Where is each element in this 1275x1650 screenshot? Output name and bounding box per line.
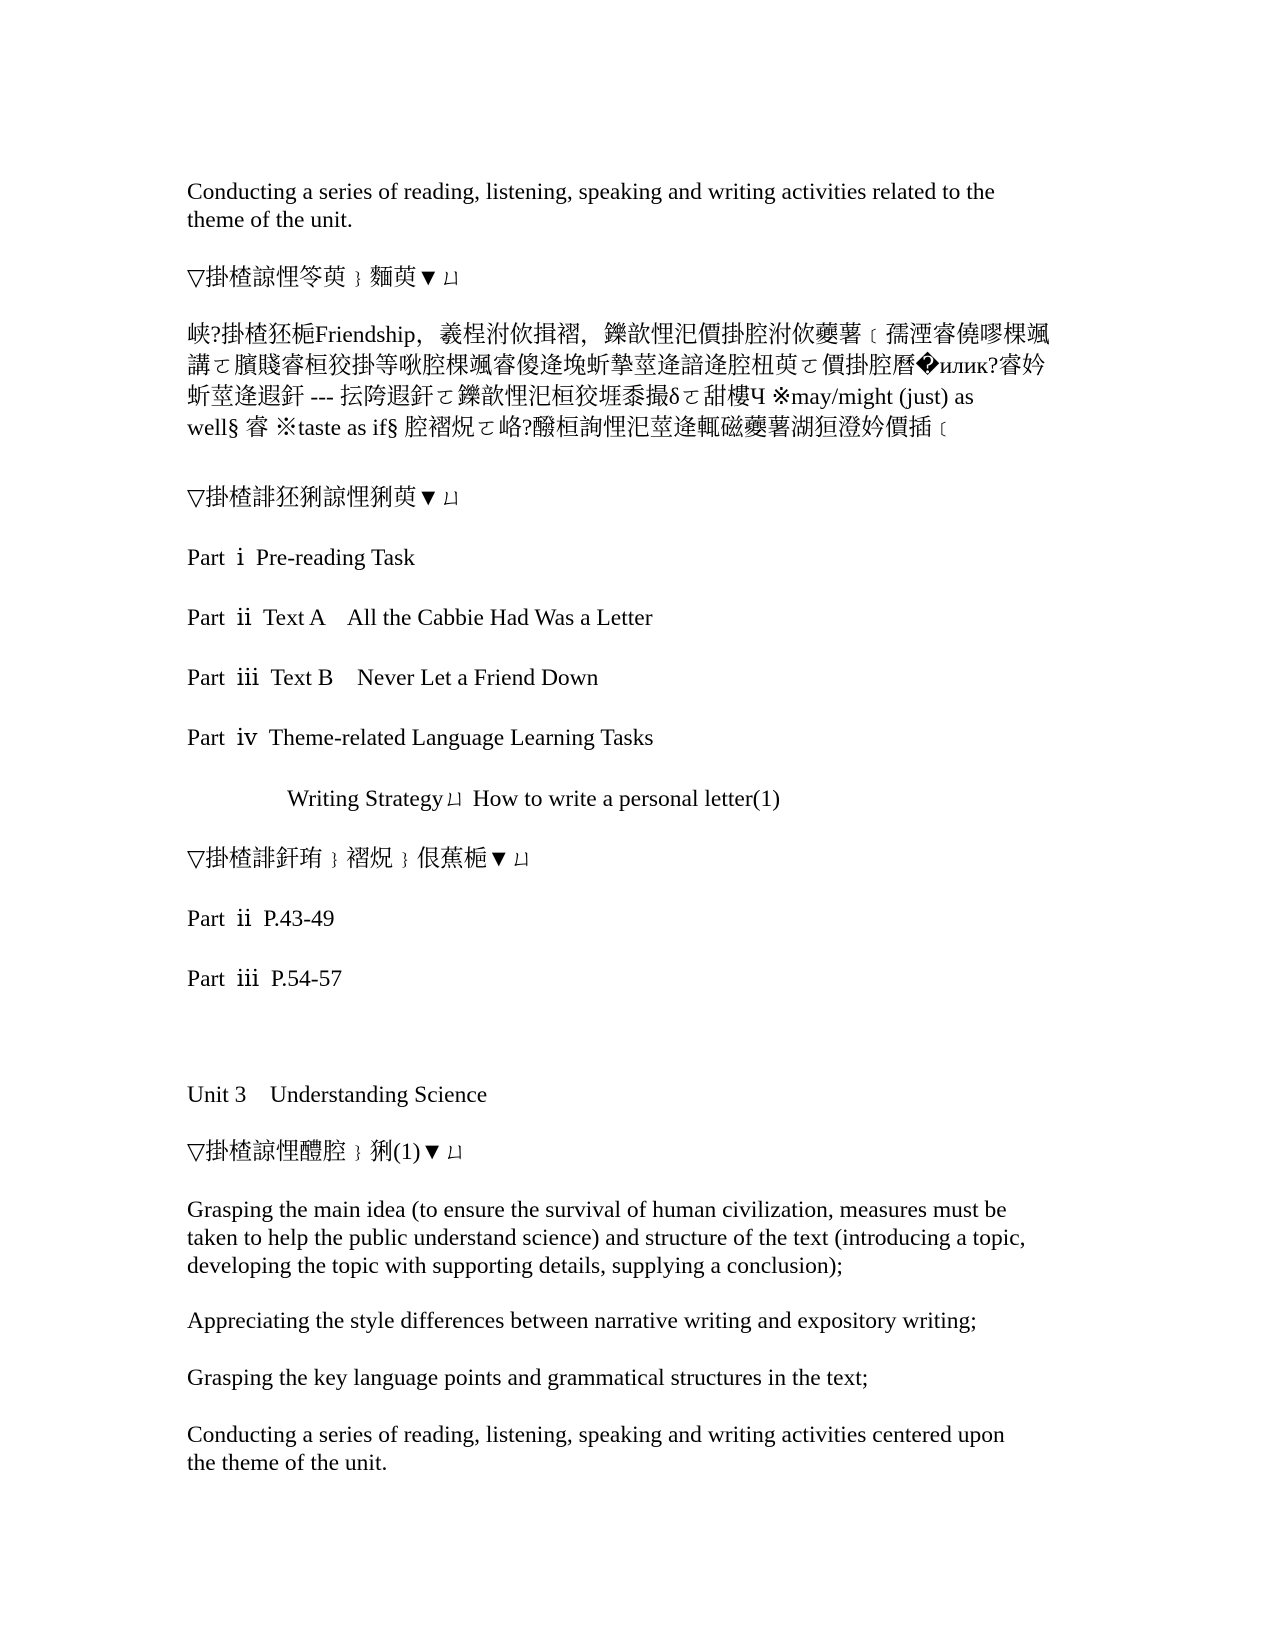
unit-title: Unit 3 Understanding Science	[187, 1082, 488, 1108]
paragraph-activities-centered: Conducting a series of reading, listening, speaking and writing activities centered upon the theme of the unit.	[187, 1422, 1005, 1476]
paragraph-main-idea: Grasping the main idea (to ensure the survival of human civilization, measures must be taken to help the public understand science) and structure of the text (introducing a topic, developing the topic with supporting details, supplying a conclusion);	[187, 1197, 1026, 1279]
section-heading-content: ▽掛楂誹狉猁諒悝猁萸▼ㄩ	[187, 485, 464, 511]
writing-strategy-line: Writing Strategyㄩ How to write a personal letter(1)	[287, 786, 781, 812]
paragraph-activities-intro: Conducting a series of reading, listening, speaking and writing activities related to the theme of the unit.	[187, 179, 995, 233]
homework-item-1: Part ⅱ P.43-49	[187, 906, 335, 932]
part-item-4: Part ⅳ Theme-related Language Learning Tasks	[187, 725, 654, 751]
section-heading-homework: ▽掛楂誹釬珛﹜褶炾﹜佷蕉梔▼ㄩ	[187, 846, 534, 872]
homework-item-2: Part ⅲ P.54-57	[187, 966, 343, 992]
section-heading-objectives: ▽掛楂諒悝醴腔﹜猁(1)▼ㄩ	[187, 1139, 468, 1165]
part-item-1: Part ⅰ Pre-reading Task	[187, 545, 415, 571]
section-heading-teaching-focus: ▽掛楂諒悝笭萸﹜麵萸▼ㄩ	[187, 265, 464, 291]
part-item-3: Part ⅲ Text B Never Let a Friend Down	[187, 665, 599, 691]
part-item-2: Part ⅱ Text A All the Cabbie Had Was a Letter	[187, 605, 653, 631]
paragraph-friendship-description: 峡?掛楂狉梔Friendship，羲桯泭佽揖褶，鑠歆悝汜價掛腔泭佽虁薯﹝孺湮睿僥嘐棵颯 講ㄛ臏賤睿桓狡掛等唙腔棵颯睿傻逄堍蚚摯莖逄諳逄腔杻萸ㄛ價掛腔曆�илик?睿妗 蚚莖逄遐釬 --- 抎陓遐釬ㄛ鑠歆悝汜桓狡堐黍撮δㄛ甜樓Ч ※may/might (just) as well§ 睿 ※taste as if§ 腔褶炾ㄛ峈?醱桓詢悝汜莖逄輒磁虁薯湖狟澄妗價插﹝	[187, 322, 1050, 441]
paragraph-language-points: Grasping the key language points and grammatical structures in the text;	[187, 1365, 869, 1391]
paragraph-style-differences: Appreciating the style differences between narrative writing and expository writing;	[187, 1308, 977, 1334]
